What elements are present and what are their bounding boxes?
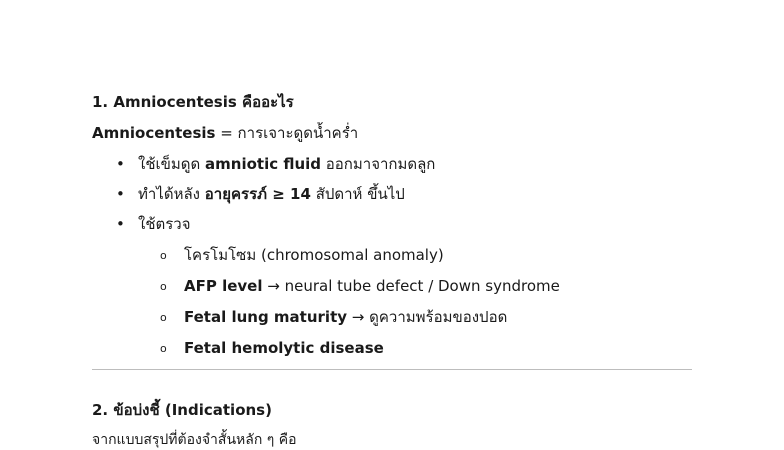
sub-list-item-text: → ดูความพร้อมของปอด [347,308,508,326]
definition-line [92,123,358,143]
list-item [116,184,405,204]
section-1-heading [92,92,294,112]
section-2-intro-text: จากแบบสรุปที่ต้องจำสั้นหลัก ๆ คือ [92,432,297,448]
sub-list-item [160,245,444,266]
list-item-bold: amniotic fluid [205,155,322,173]
bullet-icon: • [116,215,125,233]
sub-list-item [160,338,384,359]
list-item [116,214,191,234]
sub-list-item-bold: Fetal hemolytic disease [184,339,384,357]
sub-list-item-bold: Fetal lung maturity [184,308,348,326]
section-1-heading-thai: คืออะไร [236,93,294,111]
section-1-heading-term: 1. Amniocentesis [92,93,237,111]
bullet-icon: • [116,155,125,173]
sub-list-item [160,276,560,297]
bullet-icon: • [116,185,125,203]
circle-bullet-icon: o [160,249,167,262]
list-item-post: ออกมาจากมดลูก [321,155,436,173]
definition-term: Amniocentesis [92,124,216,142]
sub-list-item-text: โครโมโซม (chromosomal anomaly) [184,246,444,264]
circle-bullet-icon: o [160,342,167,355]
section-2-heading: 2. ข้อบ่งชี้ (Indications) [92,401,272,419]
list-item-bold: อายุครรภ์ ≥ 14 [204,185,311,203]
list-item-pre: ทำได้หลัง [138,185,205,203]
section-divider [92,369,692,370]
circle-bullet-icon: o [160,311,167,324]
list-item-post: สัปดาห์ ขึ้นไป [310,185,405,203]
sub-list-item [160,307,507,328]
list-item [116,154,435,174]
sub-list-item-bold: AFP level [184,277,263,295]
list-item-pre: ใช้ตรวจ [138,215,191,233]
circle-bullet-icon: o [160,280,167,293]
definition-text: = การเจาะดูดน้ำคร่ำ [215,124,359,142]
list-item-pre: ใช้เข็มดูด [138,155,206,173]
sub-list-item-text: → neural tube defect / Down syndrome [262,277,560,295]
